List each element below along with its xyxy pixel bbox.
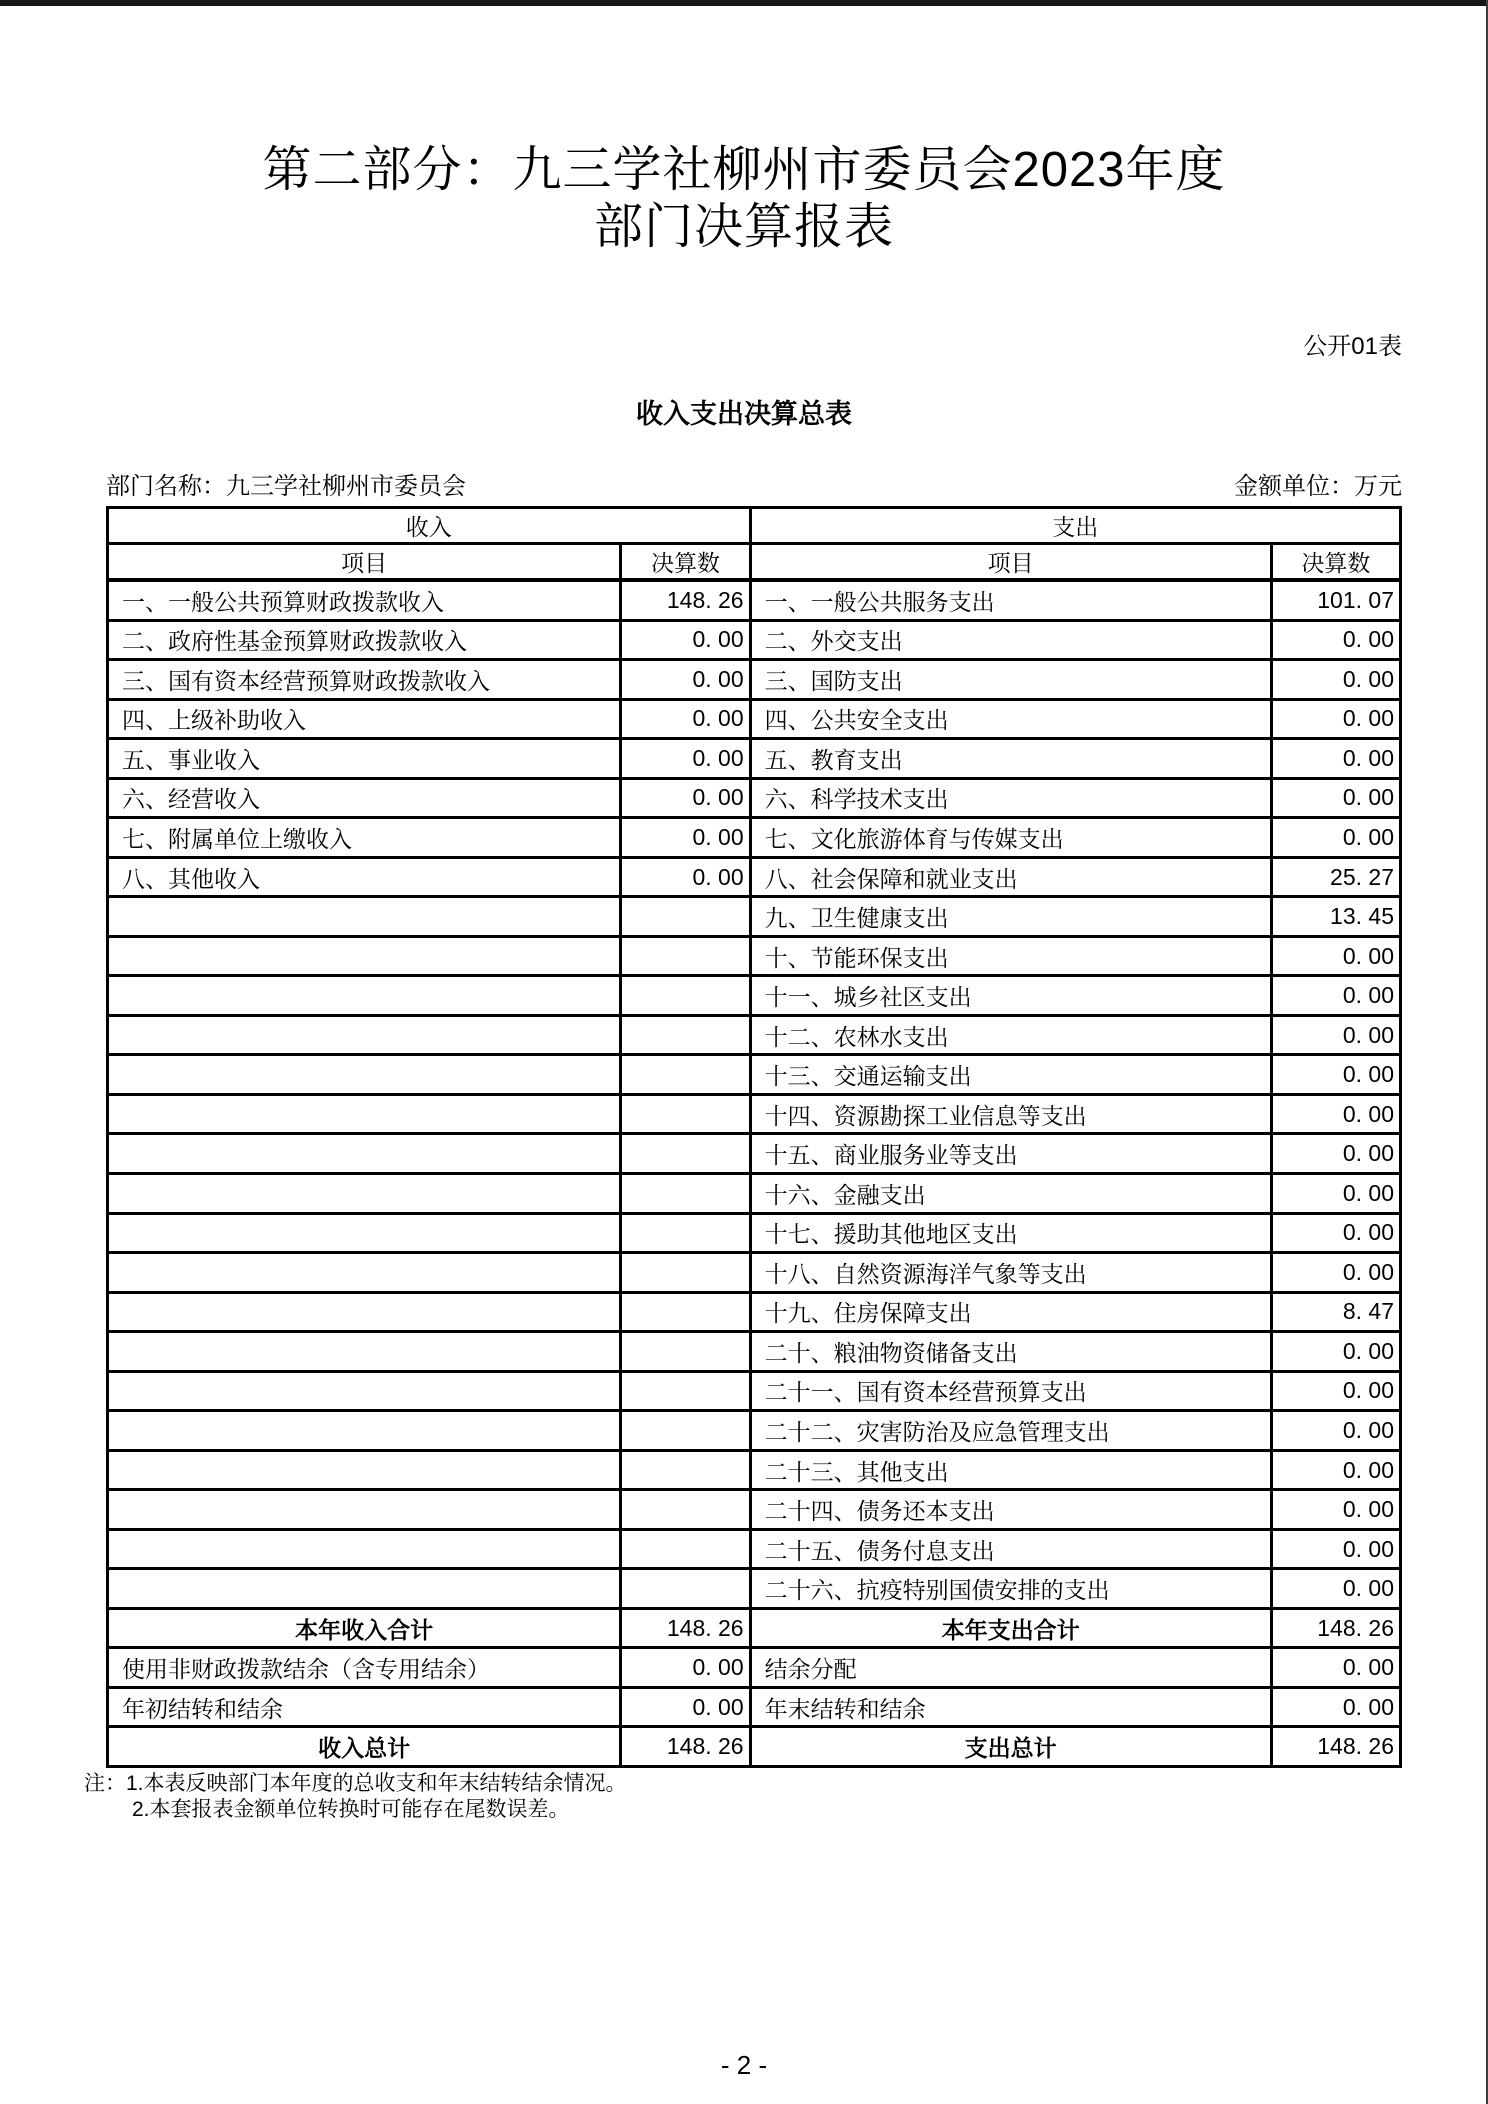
- income-item-header: 项目: [108, 544, 621, 581]
- table-row: [108, 580, 1401, 620]
- income-item-cell: 二、政府性基金预算财政拨款收入: [108, 620, 621, 660]
- income-item-cell: [108, 1134, 621, 1174]
- expenditure-item-cell: 十二、农林水支出: [750, 1015, 1271, 1055]
- table-notes: [84, 1771, 627, 1823]
- income-item-cell: [108, 897, 621, 937]
- expenditure-item-cell: 二十三、其他支出: [750, 1450, 1271, 1490]
- table-row: [108, 857, 1401, 897]
- income-item-cell: [108, 1411, 621, 1451]
- table-row: [108, 739, 1401, 779]
- expenditure-amount-cell: 0. 00: [1271, 1055, 1400, 1095]
- income-item-cell: [108, 1055, 621, 1095]
- income-item-cell: [108, 1292, 621, 1332]
- expenditure-summary-label-cell: 支出总计: [750, 1727, 1271, 1767]
- expenditure-amount-cell: 0. 00: [1271, 739, 1400, 779]
- expenditure-item-cell: 十、节能环保支出: [750, 936, 1271, 976]
- income-amount-cell: [621, 976, 750, 1016]
- expenditure-summary-label-cell: 结余分配: [750, 1648, 1271, 1688]
- expenditure-item-cell: 六、科学技术支出: [750, 778, 1271, 818]
- expenditure-amount-cell: 0. 00: [1271, 699, 1400, 739]
- expenditure-item-cell: 十六、金融支出: [750, 1174, 1271, 1214]
- table-row: [108, 778, 1401, 818]
- expenditure-item-cell: 二十四、债务还本支出: [750, 1490, 1271, 1530]
- note-line-1: 注：1.本表反映部门本年度的总收支和年末结转结余情况。: [84, 1772, 627, 1795]
- expenditure-item-cell: 四、公共安全支出: [750, 699, 1271, 739]
- summary-row: [108, 1727, 1401, 1767]
- table-row: [108, 1332, 1401, 1372]
- expenditure-item-cell: 一、一般公共服务支出: [750, 580, 1271, 620]
- expenditure-item-cell: 二十一、国有资本经营预算支出: [750, 1371, 1271, 1411]
- income-amount-cell: [621, 1529, 750, 1569]
- table-row: [108, 897, 1401, 937]
- group-header-row: [108, 508, 1401, 544]
- income-amount-cell: [621, 1253, 750, 1293]
- table-row: [108, 699, 1401, 739]
- expenditure-summary-amount-cell: 0. 00: [1271, 1687, 1400, 1727]
- income-amount-cell: [621, 1450, 750, 1490]
- expenditure-amount-cell: 0. 00: [1271, 620, 1400, 660]
- table-row: [108, 1490, 1401, 1530]
- expenditure-amount-cell: 0. 00: [1271, 1332, 1400, 1372]
- income-item-cell: [108, 1569, 621, 1609]
- expenditure-amount-cell: 25. 27: [1271, 857, 1400, 897]
- expenditure-summary-amount-cell: 0. 00: [1271, 1648, 1400, 1688]
- expenditure-amount-cell: 0. 00: [1271, 1371, 1400, 1411]
- income-summary-label-cell: 本年收入合计: [108, 1608, 621, 1648]
- expenditure-amount-cell: 0. 00: [1271, 1253, 1400, 1293]
- expenditure-item-cell: 十三、交通运输支出: [750, 1055, 1271, 1095]
- income-item-cell: [108, 1529, 621, 1569]
- table-row: [108, 1055, 1401, 1095]
- table-row: [108, 936, 1401, 976]
- document-title-line1: 第二部分：九三学社柳州市委员会2023年度: [262, 143, 1226, 197]
- income-amount-cell: 0. 00: [621, 699, 750, 739]
- table-row: [108, 660, 1401, 700]
- income-group-header: 收入: [108, 508, 751, 544]
- expenditure-item-header: 项目: [750, 544, 1271, 581]
- document-title: [0, 142, 1488, 256]
- income-summary-label-cell: 年初结转和结余: [108, 1687, 621, 1727]
- income-amount-cell: [621, 1174, 750, 1214]
- table-row: [108, 818, 1401, 858]
- expenditure-amount-cell: 0. 00: [1271, 818, 1400, 858]
- income-summary-label-cell: 使用非财政拨款结余（含专用结余）: [108, 1648, 621, 1688]
- income-amount-cell: 0. 00: [621, 620, 750, 660]
- table-row: [108, 1569, 1401, 1609]
- expenditure-item-cell: 九、卫生健康支出: [750, 897, 1271, 937]
- income-amount-cell: 0. 00: [621, 660, 750, 700]
- expenditure-amount-cell: 13. 45: [1271, 897, 1400, 937]
- income-amount-cell: [621, 1213, 750, 1253]
- income-item-cell: [108, 1332, 621, 1372]
- expenditure-item-cell: 二十、粮油物资储备支出: [750, 1332, 1271, 1372]
- income-summary-amount-cell: 0. 00: [621, 1648, 750, 1688]
- summary-row: [108, 1687, 1401, 1727]
- table-row: [108, 1411, 1401, 1451]
- expenditure-amount-cell: 0. 00: [1271, 1015, 1400, 1055]
- table-title: 收入支出决算总表: [636, 399, 852, 429]
- expenditure-amount-cell: 8. 47: [1271, 1292, 1400, 1332]
- expenditure-item-cell: 十一、城乡社区支出: [750, 976, 1271, 1016]
- income-item-cell: [108, 1490, 621, 1530]
- income-amount-cell: [621, 936, 750, 976]
- expenditure-amount-header: 决算数: [1271, 544, 1400, 581]
- table-row: [108, 1094, 1401, 1134]
- income-amount-cell: 0. 00: [621, 857, 750, 897]
- expenditure-item-cell: 十九、住房保障支出: [750, 1292, 1271, 1332]
- income-item-cell: 八、其他收入: [108, 857, 621, 897]
- expenditure-amount-cell: 0. 00: [1271, 1134, 1400, 1174]
- income-item-cell: [108, 1213, 621, 1253]
- expenditure-item-cell: 二十二、灾害防治及应急管理支出: [750, 1411, 1271, 1451]
- table-row: [108, 1292, 1401, 1332]
- income-amount-header: 决算数: [621, 544, 750, 581]
- table-row: [108, 1015, 1401, 1055]
- income-summary-amount-cell: 148. 26: [621, 1608, 750, 1648]
- income-amount-cell: [621, 1332, 750, 1372]
- income-amount-cell: [621, 1490, 750, 1530]
- expenditure-amount-cell: 0. 00: [1271, 1174, 1400, 1214]
- table-body: [108, 580, 1401, 1767]
- expenditure-amount-cell: 0. 00: [1271, 1411, 1400, 1451]
- income-amount-cell: [621, 1055, 750, 1095]
- expenditure-item-cell: 三、国防支出: [750, 660, 1271, 700]
- expenditure-amount-cell: 0. 00: [1271, 1213, 1400, 1253]
- expenditure-summary-amount-cell: 148. 26: [1271, 1727, 1400, 1767]
- expenditure-item-cell: 七、文化旅游体育与传媒支出: [750, 818, 1271, 858]
- expenditure-amount-cell: 0. 00: [1271, 660, 1400, 700]
- expenditure-amount-cell: 0. 00: [1271, 1094, 1400, 1134]
- income-amount-cell: 148. 26: [621, 580, 750, 620]
- income-amount-cell: 0. 00: [621, 818, 750, 858]
- income-summary-label-cell: 收入总计: [108, 1727, 621, 1767]
- income-amount-cell: [621, 1015, 750, 1055]
- income-amount-cell: [621, 1134, 750, 1174]
- expenditure-summary-label-cell: 本年支出合计: [750, 1608, 1271, 1648]
- income-amount-cell: [621, 897, 750, 937]
- note-line-2: 2.本套报表金额单位转换时可能存在尾数误差。: [132, 1798, 570, 1821]
- table-row: [108, 976, 1401, 1016]
- income-item-cell: [108, 976, 621, 1016]
- expenditure-amount-cell: 0. 00: [1271, 778, 1400, 818]
- income-item-cell: 六、经营收入: [108, 778, 621, 818]
- table-row: [108, 620, 1401, 660]
- expenditure-item-cell: 五、教育支出: [750, 739, 1271, 779]
- income-item-cell: [108, 936, 621, 976]
- expenditure-item-cell: 二、外交支出: [750, 620, 1271, 660]
- income-amount-cell: 0. 00: [621, 739, 750, 779]
- expenditure-amount-cell: 0. 00: [1271, 976, 1400, 1016]
- table-row: [108, 1371, 1401, 1411]
- summary-row: [108, 1608, 1401, 1648]
- income-item-cell: [108, 1094, 621, 1134]
- column-header-row: [108, 544, 1401, 581]
- income-item-cell: 五、事业收入: [108, 739, 621, 779]
- department-name: 部门名称：九三学社柳州市委员会: [106, 473, 466, 500]
- income-item-cell: 七、附属单位上缴收入: [108, 818, 621, 858]
- table-row: [108, 1450, 1401, 1490]
- income-item-cell: [108, 1450, 621, 1490]
- table-row: [108, 1529, 1401, 1569]
- summary-row: [108, 1648, 1401, 1688]
- income-item-cell: [108, 1174, 621, 1214]
- expenditure-item-cell: 十四、资源勘探工业信息等支出: [750, 1094, 1271, 1134]
- income-amount-cell: 0. 00: [621, 778, 750, 818]
- scan-top-edge: [0, 0, 1488, 6]
- income-item-cell: [108, 1253, 621, 1293]
- page-number: - 2 -: [720, 2050, 768, 2080]
- income-item-cell: 四、上级补助收入: [108, 699, 621, 739]
- expenditure-amount-cell: 0. 00: [1271, 1569, 1400, 1609]
- income-amount-cell: [621, 1569, 750, 1609]
- expenditure-amount-cell: 0. 00: [1271, 936, 1400, 976]
- expenditure-summary-label-cell: 年末结转和结余: [750, 1687, 1271, 1727]
- expenditure-amount-cell: 101. 07: [1271, 580, 1400, 620]
- table-row: [108, 1134, 1401, 1174]
- meta-row: [106, 466, 1402, 501]
- expenditure-item-cell: 十八、自然资源海洋气象等支出: [750, 1253, 1271, 1293]
- expenditure-item-cell: 二十五、债务付息支出: [750, 1529, 1271, 1569]
- table-row: [108, 1213, 1401, 1253]
- income-amount-cell: [621, 1411, 750, 1451]
- income-summary-amount-cell: 0. 00: [621, 1687, 750, 1727]
- expenditure-group-header: 支出: [750, 508, 1400, 544]
- expenditure-item-cell: 十七、援助其他地区支出: [750, 1213, 1271, 1253]
- income-item-cell: 三、国有资本经营预算财政拨款收入: [108, 660, 621, 700]
- expenditure-item-cell: 八、社会保障和就业支出: [750, 857, 1271, 897]
- income-item-cell: 一、一般公共预算财政拨款收入: [108, 580, 621, 620]
- document-title-line2: 部门决算报表: [593, 200, 894, 254]
- income-amount-cell: [621, 1292, 750, 1332]
- expenditure-amount-cell: 0. 00: [1271, 1450, 1400, 1490]
- expenditure-summary-amount-cell: 148. 26: [1271, 1608, 1400, 1648]
- income-summary-amount-cell: 148. 26: [621, 1727, 750, 1767]
- income-amount-cell: [621, 1371, 750, 1411]
- expenditure-amount-cell: 0. 00: [1271, 1529, 1400, 1569]
- form-code: 公开01表: [1303, 333, 1402, 360]
- table-row: [108, 1174, 1401, 1214]
- amount-unit: 金额单位：万元: [1234, 473, 1402, 500]
- income-item-cell: [108, 1371, 621, 1411]
- budget-table: [106, 506, 1402, 1768]
- table-row: [108, 1253, 1401, 1293]
- expenditure-item-cell: 十五、商业服务业等支出: [750, 1134, 1271, 1174]
- expenditure-item-cell: 二十六、抗疫特别国债安排的支出: [750, 1569, 1271, 1609]
- expenditure-amount-cell: 0. 00: [1271, 1490, 1400, 1530]
- income-amount-cell: [621, 1094, 750, 1134]
- income-item-cell: [108, 1015, 621, 1055]
